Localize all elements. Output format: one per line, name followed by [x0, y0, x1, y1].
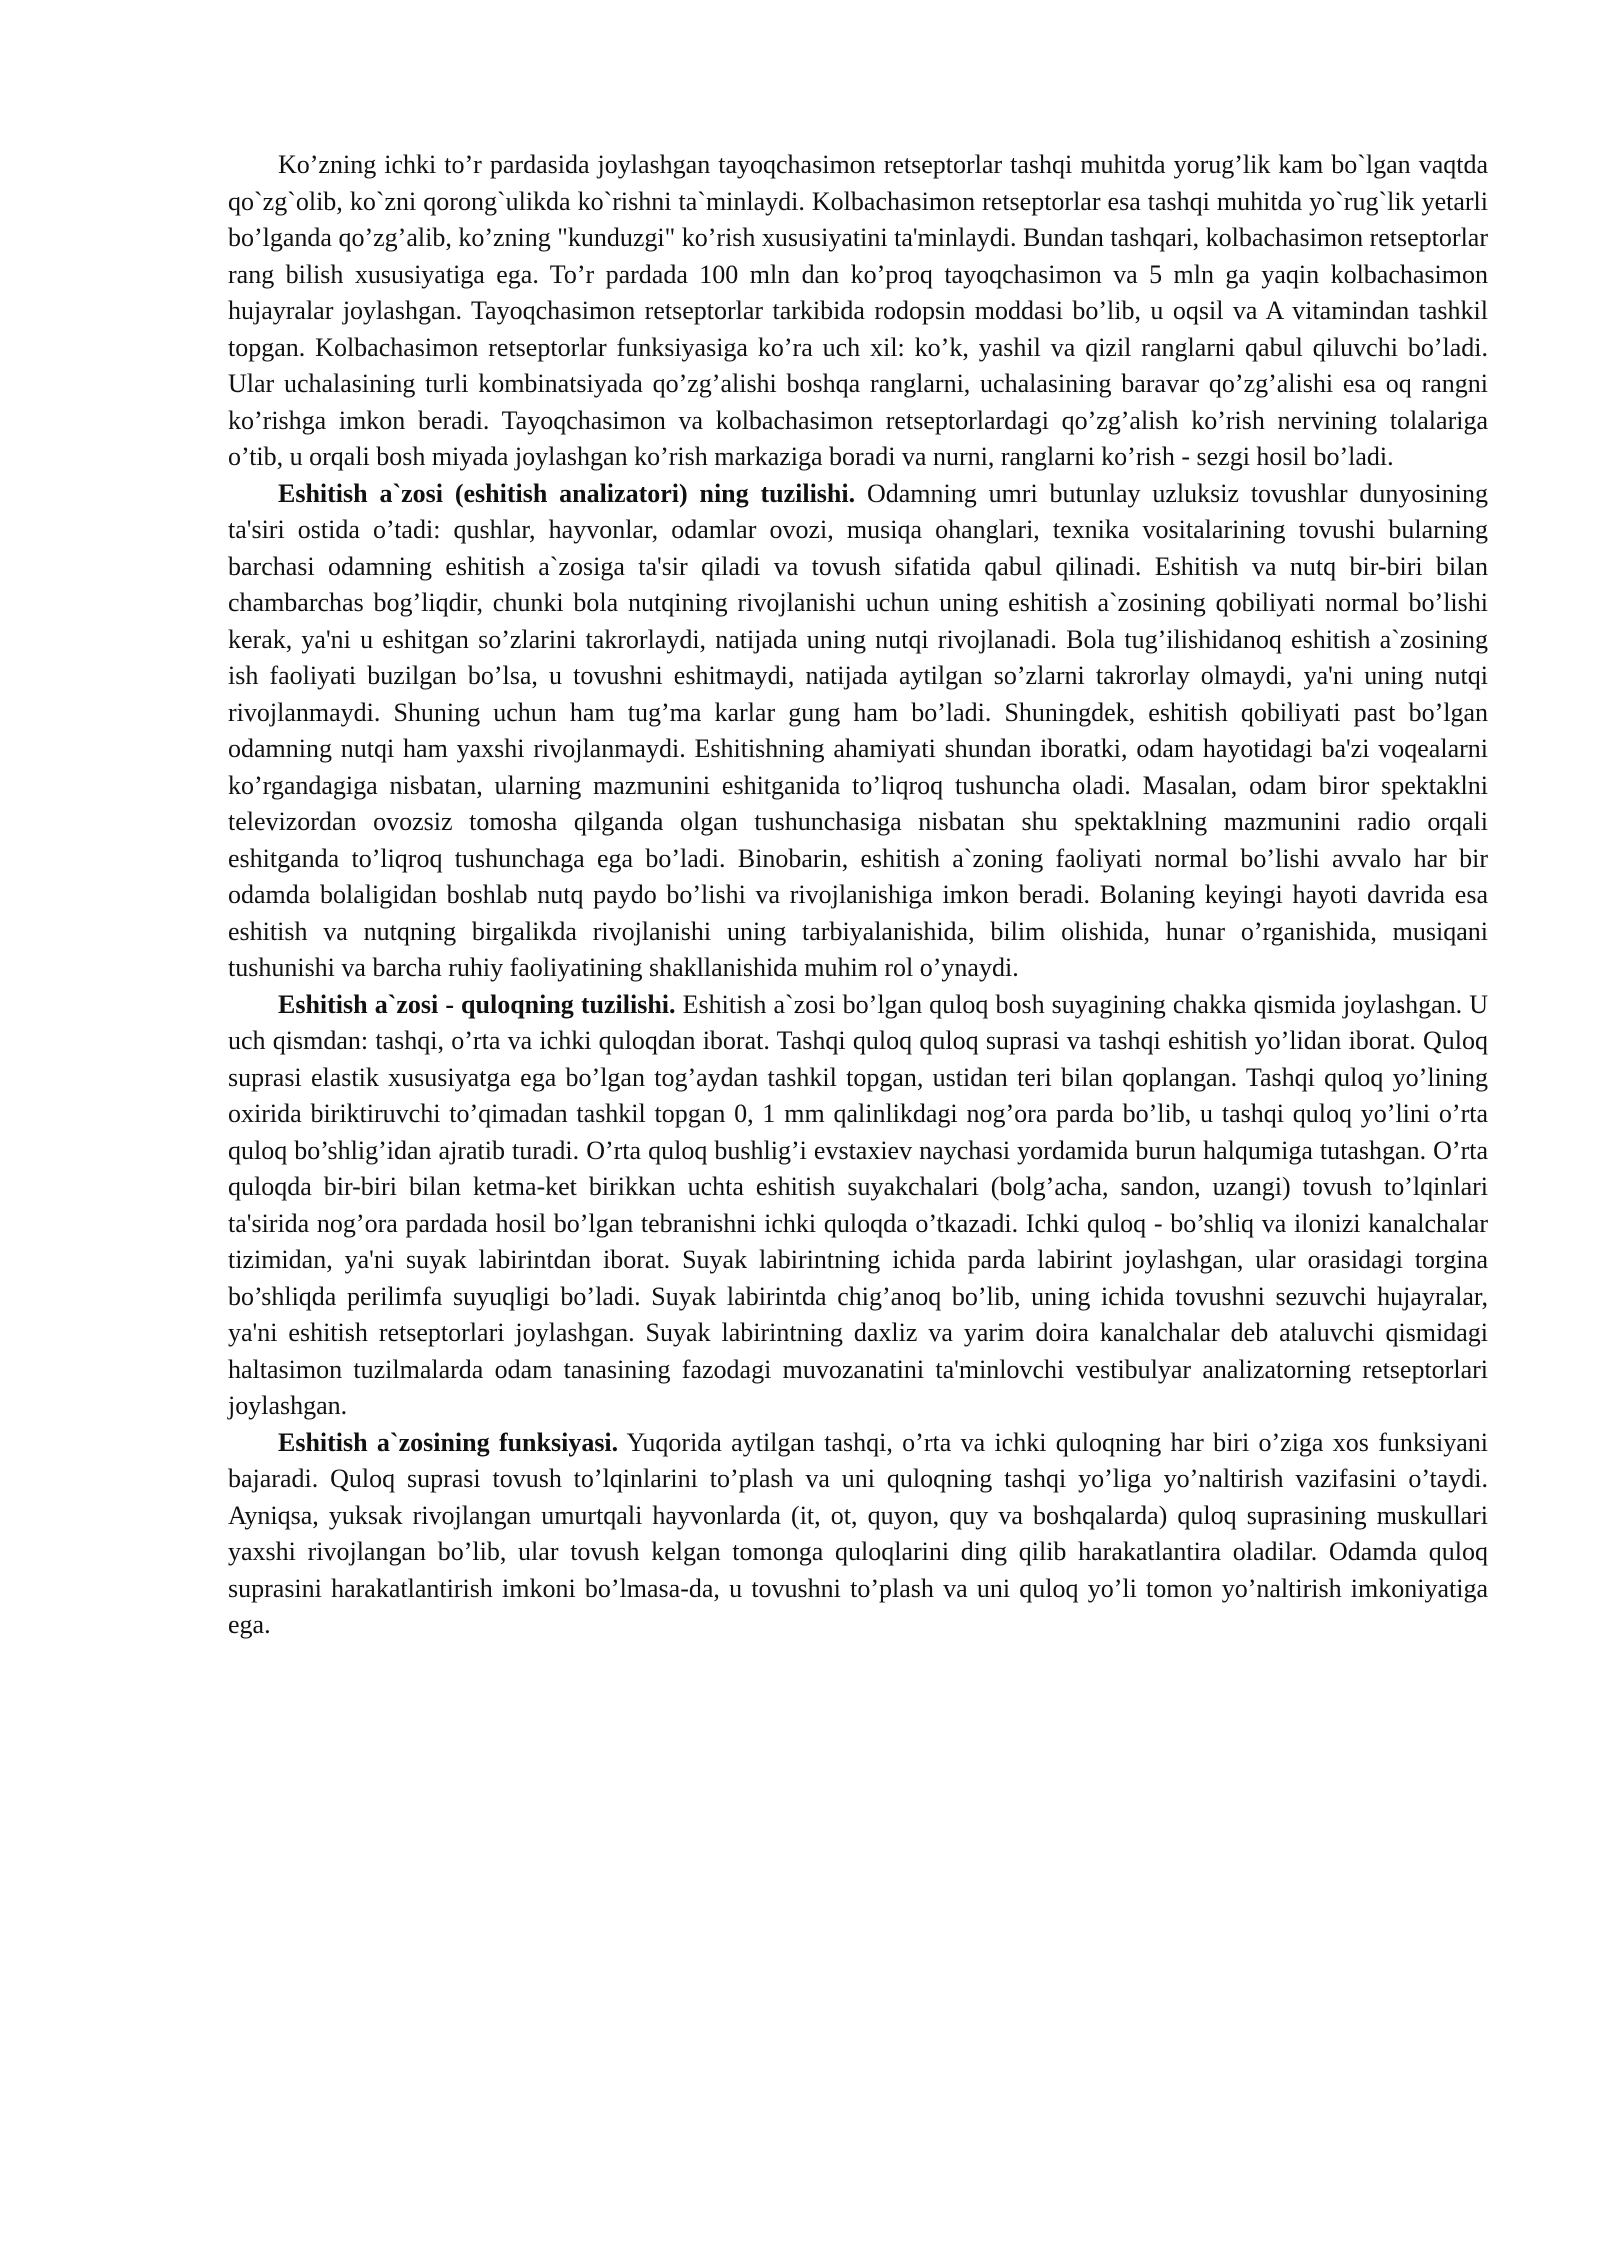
- paragraph-ear-structure: [228, 987, 1488, 1425]
- paragraph-text: Ko’zning ichki to’r pardasida joylashgan tayoqchasimon retseptorlar tashqi muhitda yorug’lik kam bo`lgan vaqtda qo`zg`olib, ko`zni qorong`ulikda ko`rishni ta`minlaydi. Kolbachasimon retseptorlar esa tashqi muhitda yo`rug`lik yetarli bo’lganda qo’zg’alib, ko’zning "kunduzgi" ko’rish xususiyatini ta'minlaydi. Bundan tashqari, kolbachasimon retseptorlar rang bilish xususiyatiga ega. To’r pardada 100 mln dan ko’proq tayoqchasimon va 5 mln ga yaqin kolbachasimon hujayralar joylashgan. Tayoqchasimon retseptorlar tarkibida rodopsin moddasi bo’lib, u oqsil va A vitamindan tashkil topgan. Kolbachasimon retseptorlar funksiyasiga ko’ra uch xil: ko’k, yashil va qizil ranglarni qabul qiluvchi bo’ladi. Ular uchalasining turli kombinatsiyada qo’zg’alishi boshqa ranglarni, uchalasining baravar qo’zg’alishi esa oq rangni ko’rishga imkon beradi. Tayoqchasimon va kolbachasimon retseptorlardagi qo’zg’alish ko’rish nervining tolalariga o’tib, u orqali bosh miyada joylashgan ko’rish markaziga boradi va nurni, ranglarni ko’rish - sezgi hosil bo’ladi.: [228, 150, 1488, 471]
- section-heading: Eshitish a`zosi - quloqning tuzilishi.: [278, 989, 676, 1019]
- section-heading: Eshitish a`zosining funksiyasi.: [278, 1427, 619, 1457]
- paragraph-text: Eshitish a`zosi bo’lgan quloq bosh suyagining chakka qismida joylashgan. U uch qismdan: tashqi, o’rta va ichki quloqdan iborat. Tashqi quloq quloq suprasi va tashqi eshitish yo’lidan iborat. Quloq suprasi elastik xususiyatga ega bo’lgan tog’aydan tashkil topgan, ustidan teri bilan qoplangan. Tashqi quloq yo’lining oxirida biriktiruvchi to’qimadan tashkil topgan 0, 1 mm qalinlikdagi nog’ora parda bo’lib, u tashqi quloq yo’lini o’rta quloq bo’shlig’idan ajratib turadi. O’rta quloq bushlig’i evstaxiev naychasi yordamida burun halqumiga tutashgan. O’rta quloqda bir-biri bilan ketma-ket birikkan uchta eshitish suyakchalari (bolg’acha, sandon, uzangi) tovush to’lqinlari ta'sirida nog’ora pardada hosil bo’lgan tebranishni ichki quloqda o’tkazadi. Ichki quloq - bo’shliq va ilonizi kanalchalar tizimidan, ya'ni suyak labirintdan iborat. Suyak labirintning ichida parda labirint joylashgan, ular orasidagi torgina bo’shliqda perilimfa suyuqligi bo’ladi. Suyak labirintda chig’anoq bo’lib, uning ichida tovushni sezuvchi hujayralar, ya'ni eshitish retseptorlari joylashgan. Suyak labirintning daxliz va yarim doira kanalchalar deb ataluvchi qismidagi haltasimon tuzilmalarda odam tanasining fazodagi muvozanatini ta'minlovchi vestibulyar analizatorning retseptorlari joylashgan.: [228, 989, 1488, 1420]
- paragraph-eye-receptors: [228, 147, 1488, 476]
- paragraph-hearing-function: [228, 1425, 1488, 1644]
- section-heading: Eshitish a`zosi (eshitish analizatori) ning tuzilishi.: [278, 478, 856, 508]
- document-page: [228, 147, 1488, 1644]
- paragraph-text: Odamning umri butunlay uzluksiz tovushlar dunyosining ta'siri ostida o’tadi: qushlar, hayvonlar, odamlar ovozi, musiqa ohanglari, texnika vositalarining tovushi bularning barchasi odamning eshitish a`zosiga ta'sir qiladi va tovush sifatida qabul qilinadi. Eshitish va nutq bir-biri bilan chambarchas bog’liqdir, chunki bola nutqining rivojlanishi uchun uning eshitish a`zosining qobiliyati normal bo’lishi kerak, ya'ni u eshitgan so’zlarini takrorlaydi, natijada uning nutqi rivojlanadi. Bola tug’ilishidanoq eshitish a`zosining ish faoliyati buzilgan bo’lsa, u tovushni eshitmaydi, natijada aytilgan so’zlarni takrorlay olmaydi, ya'ni uning nutqi rivojlanmaydi. Shuning uchun ham tug’ma karlar gung ham bo’ladi. Shuningdek, eshitish qobiliyati past bo’lgan odamning nutqi ham yaxshi rivojlanmaydi. Eshitishning ahamiyati shundan iboratki, odam hayotidagi ba'zi voqealarni ko’rgandagiga nisbatan, ularning mazmunini eshitganida to’liqroq tushuncha oladi. Masalan, odam biror spektaklni televizordan ovozsiz tomosha qilganda olgan tushunchasiga nisbatan shu spektaklning mazmunini radio orqali eshitganda to’liqroq tushunchaga ega bo’ladi. Binobarin, eshitish a`zoning faoliyati normal bo’lishi avvalo har bir odamda bolaligidan boshlab nutq paydo bo’lishi va rivojlanishiga imkon beradi. Bolaning keyingi hayoti davrida esa eshitish va nutqning birgalikda rivojlanishi uning tarbiyalanishida, bilim olishida, hunar o’rganishida, musiqani tushunishi va barcha ruhiy faoliyatining shakllanishida muhim rol o’ynaydi.: [228, 478, 1489, 982]
- paragraph-text: Yuqorida aytilgan tashqi, o’rta va ichki quloqning har biri o’ziga xos funksiyani bajaradi. Quloq suprasi tovush to’lqinlarini to’plash va uni quloqning tashqi yo’liga yo’naltirish vazifasini o’taydi. Ayniqsa, yuksak rivojlangan umurtqali hayvonlarda (it, ot, quyon, quy va boshqalarda) quloq suprasining muskullari yaxshi rivojlangan bo’lib, ular tovush kelgan tomonga quloqlarini ding qilib harakatlantira oladilar. Odamda quloq suprasini harakatlantirish imkoni bo’lmasa-da, u tovushni to’plash va uni quloq yo’li tomon yo’naltirish imkoniyatiga ega.: [228, 1427, 1488, 1639]
- paragraph-hearing-analyzer: [228, 476, 1488, 987]
